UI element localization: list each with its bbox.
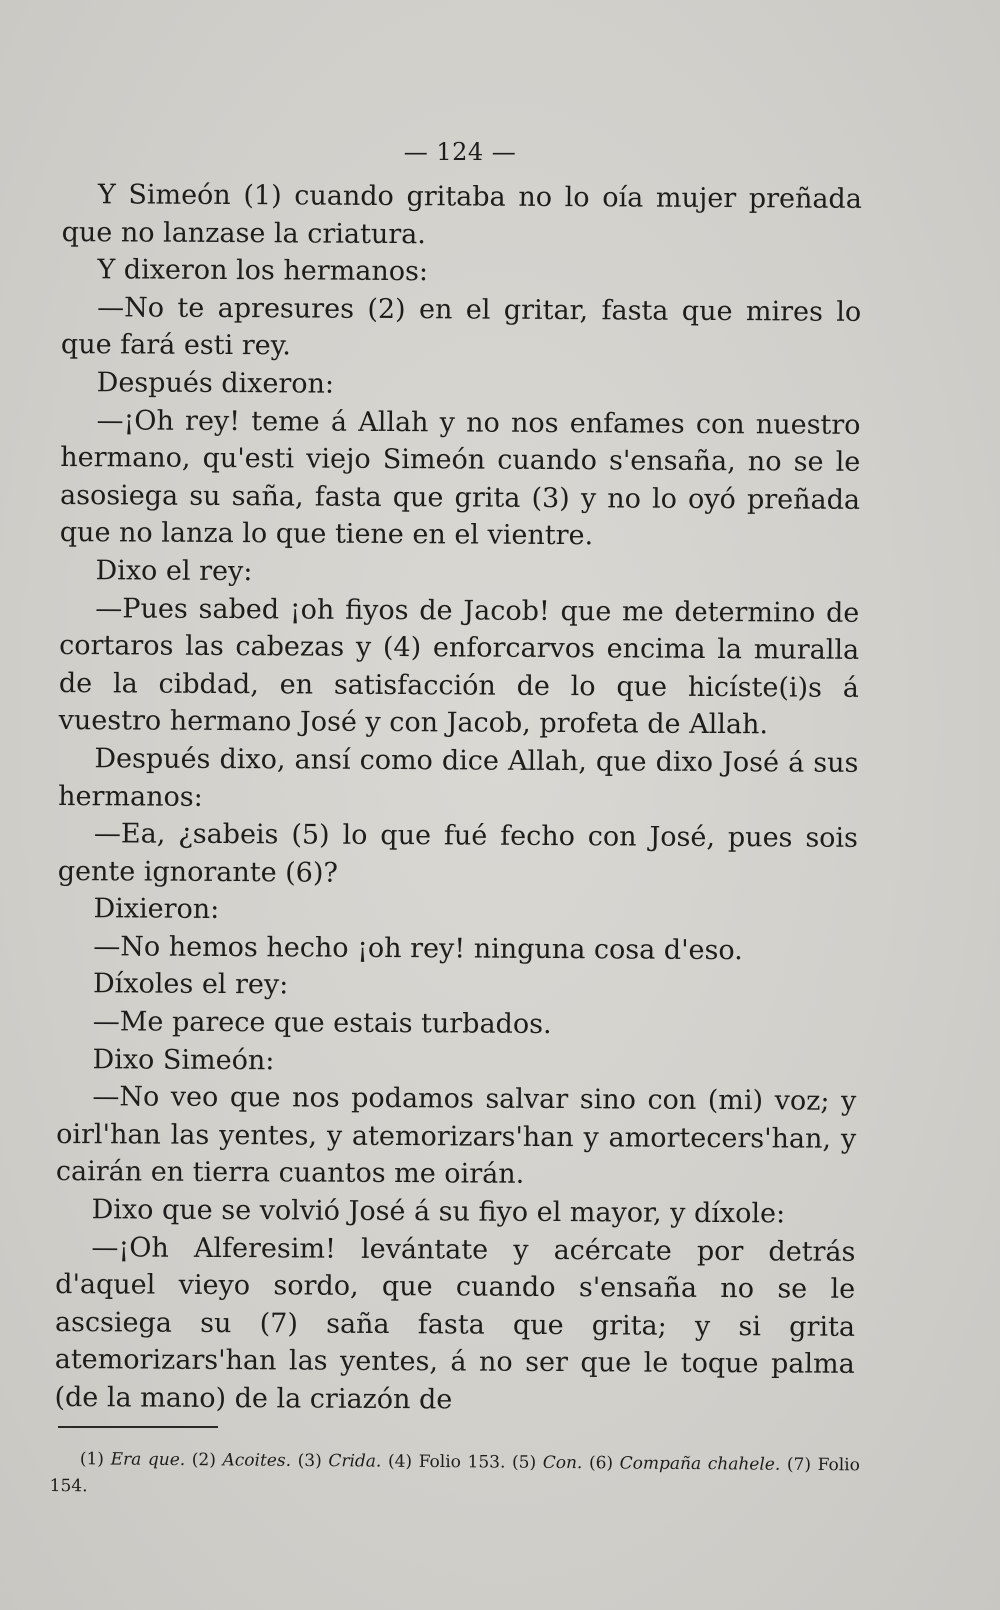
- footnote-text: Con.: [542, 1452, 583, 1474]
- body-text: [54, 176, 862, 1421]
- paragraph: Después dixeron:: [96, 367, 335, 400]
- paragraph: Dixo que se volvió José á su fiyo el mayor, y díxole:: [91, 1194, 786, 1230]
- footnote-text: Compaña chahele.: [619, 1453, 781, 1475]
- footnote-mark: (3): [297, 1450, 322, 1472]
- footnote-mark: (1): [79, 1449, 105, 1470]
- paragraph: Después dixo, ansí como dice Allah, que dixo José á sus hermanos:: [58, 743, 859, 813]
- paragraph: —¡Oh rey! teme á Allah y no nos enfames con nuestro hermano, qu'esti viejo Simeón cuando s'ensaña, no se le asosiega su saña, fasta que grita (3) y no lo oyó preñada que no lanza lo que tiene en el vientre.: [59, 404, 861, 552]
- footnote-text: Era que.: [110, 1449, 186, 1471]
- paragraph: Dixo Simeón:: [92, 1043, 275, 1076]
- paragraph: —No te apresures (2) en el gritar, fasta que mires lo que fará esti rey.: [60, 291, 862, 362]
- footnote-mark: (4): [387, 1451, 413, 1472]
- footnote-mark: (5): [511, 1452, 537, 1473]
- footnote-block: [50, 1446, 860, 1506]
- footnote-text: Crida.: [328, 1451, 382, 1472]
- page-number: — 124 —: [403, 138, 517, 166]
- paragraph: Y Simeón (1) cuando gritaba no lo oía mujer preñada que no lanzase la criatura.: [61, 179, 862, 250]
- paragraph: Dixo el rey:: [95, 555, 253, 588]
- paragraph: —Pues sabed ¡oh fiyos de Jacob! que me determino de cortaros las cabezas y (4) enforcarvos encima la muralla de la cibdad, en satisfacción de lo que hicíste(i)s á vuestro hermano José y con Jacob, profeta de Allah.: [58, 592, 860, 741]
- paragraph: —Me parece que estais turbados.: [92, 1006, 552, 1041]
- paragraph: —¡Oh Alferesim! levántate y acércate por detrás d'aquel vieyo sordo, que cuando s'ensaña no se le ascsiega su (7) saña fasta que grita; y si grita atemorizars'han las yentes, á no ser que le toque palma (de la mano) de la criazón de: [54, 1231, 856, 1416]
- paragraph: Y dixeron los hermanos:: [97, 254, 429, 288]
- footnote-mark: (6): [588, 1453, 614, 1474]
- footnote-text: Folio 153.: [418, 1451, 506, 1473]
- paragraph: —No veo que nos podamos salvar sino con (mi) voz; y oirl'han las yentes, y atemorizars'han y amortecers'han, y cairán en tierra cuantos me oirán.: [55, 1081, 857, 1191]
- paragraph: Díxoles el rey:: [92, 968, 289, 1001]
- footnote-text: Acoites.: [222, 1450, 292, 1471]
- footnote-divider: [58, 1426, 218, 1428]
- paragraph: —Ea, ¿sabeis (5) lo que fué fecho con José, pues sois gente ignorante (6)?: [57, 818, 859, 889]
- paragraph: —No hemos hecho ¡oh rey! ninguna cosa d'eso.: [93, 931, 743, 967]
- footnotes: [50, 1446, 860, 1506]
- footnote-mark: (7): [786, 1454, 812, 1475]
- footnote-text: Folio 154.: [49, 1455, 860, 1497]
- footnote-mark: (2): [191, 1450, 217, 1471]
- paragraph: Dixieron:: [93, 893, 220, 926]
